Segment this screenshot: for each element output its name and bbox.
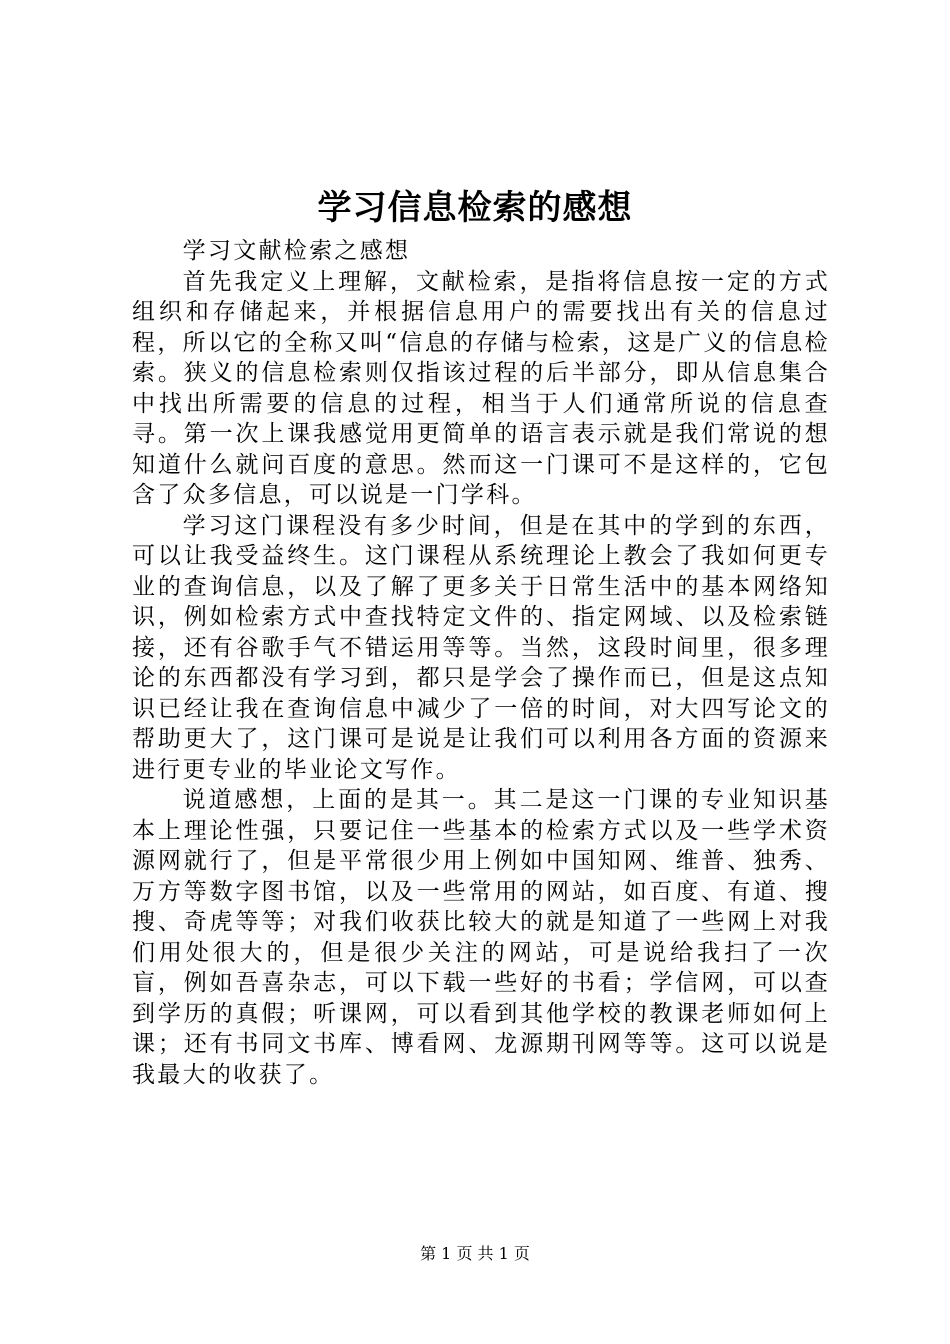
paragraph-1: 首先我定义上理解，文献检索，是指将信息按一定的方式组织和存储起来，并根据信息用户的需要找出有关的信息过程，所以它的全称又叫“信息的存储与检索，这是广义的信息检索。狭义的信息检索则仅指该过程的后半部分，即从信息集合中找出所需要的信息的过程，相当于人们通常所说的信息查寻。第一次上课我感觉用更简单的语言表示就是我们常说的想知道什么就问百度的意思。然而这一门课可不是这样的，它包含了众多信息，可以说是一门学科。 xyxy=(132,268,830,508)
paragraph-subtitle: 学习文献检索之感想 xyxy=(182,238,411,264)
document-title: 学习信息检索的感想 xyxy=(317,188,633,228)
page-footer: 第 1 页 共 1 页 xyxy=(420,1244,530,1263)
paragraph-2: 学习这门课程没有多少时间，但是在其中的学到的东西，可以让我受益终生。这门课程从系统理论上教会了我如何更专业的查询信息，以及了解了更多关于日常生活中的基本网络知识，例如检索方式中查找特定文件的、指定网域、以及检索链接，还有谷歌手气不错运用等等。当然，这段时间里，很多理论的东西都没有学习到，都只是学会了操作而已，但是这点知识已经让我在查询信息中减少了一倍的时间，对大四写论文的帮助更大了，这门课可是说是让我们可以利用各方面的资源来进行更专业的毕业论文写作。 xyxy=(132,512,830,783)
document-body xyxy=(132,236,830,1090)
paragraph-3: 说道感想，上面的是其一。其二是这一门课的专业知识基本上理论性强，只要记住一些基本的检索方式以及一些学术资源网就行了，但是平常很少用上例如中国知网、维普、独秀、万方等数字图书馆，以及一些常用的网站，如百度、有道、搜搜、奇虎等等；对我们收获比较大的就是知道了一些网上对我们用处很大的，但是很少关注的网站，可是说给我扫了一次盲，例如吾喜杂志，可以下载一些好的书看；学信网，可以查到学历的真假；听课网，可以看到其他学校的教课老师如何上课；还有书同文书库、博看网、龙源期刊网等等。这可以说是我最大的收获了。 xyxy=(132,787,830,1088)
